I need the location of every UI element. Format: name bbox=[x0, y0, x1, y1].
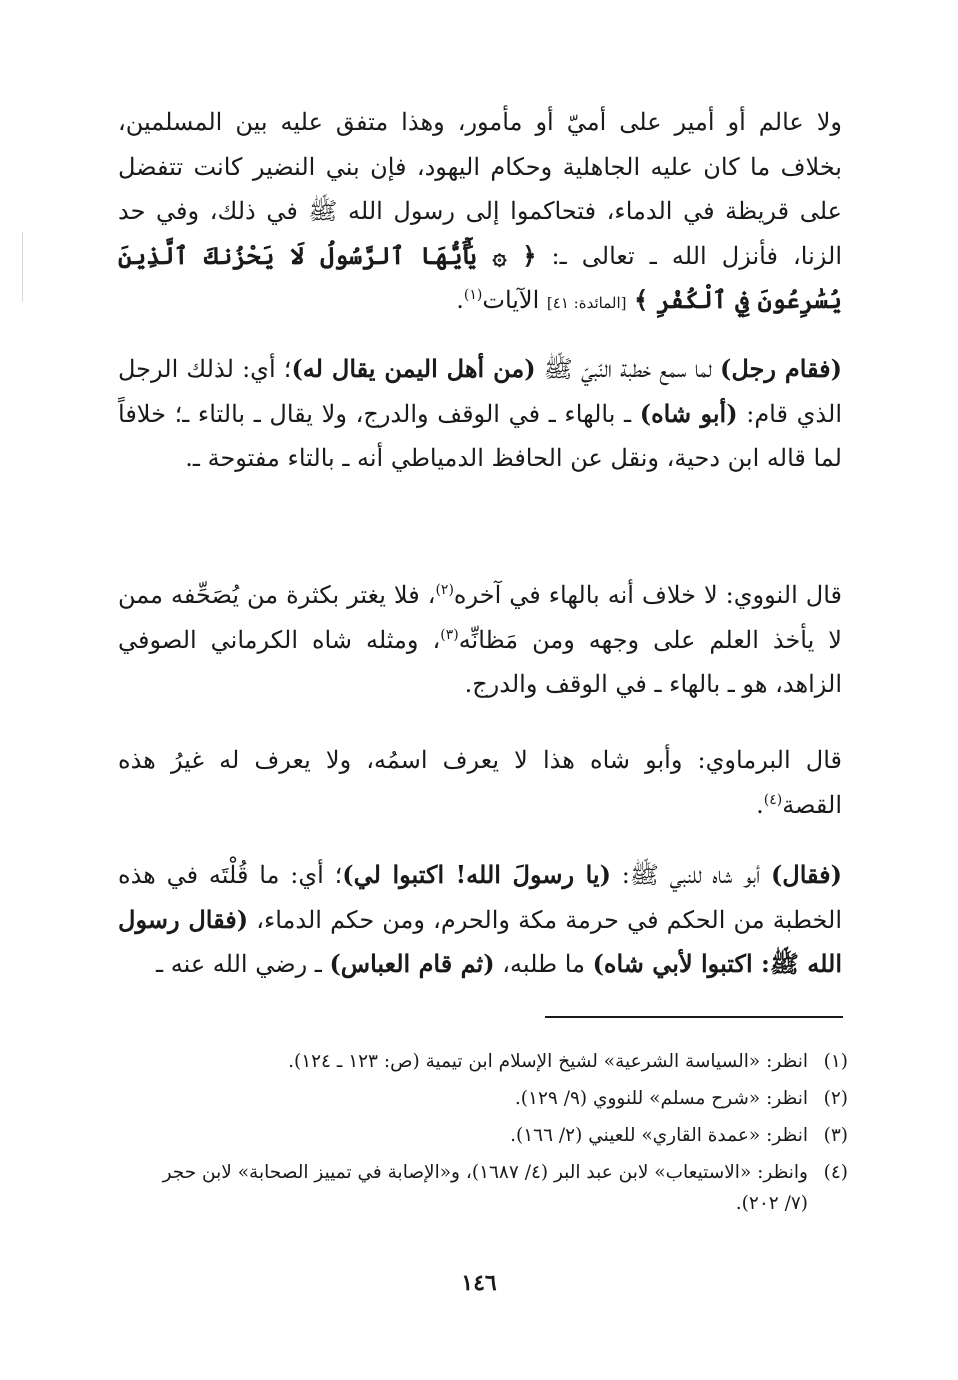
commentary-text-5: ؛ أي: ما قُلْتَه في هذه الخطبة من الحكم في حرمة مكة والحرم، ومن حكم الدماء، bbox=[118, 861, 842, 934]
footnotes-section bbox=[160, 1046, 848, 1225]
footnote-text: انظر: «عمدة القاري» للعيني (٢/ ١٦٦). bbox=[510, 1125, 808, 1146]
commentary-text-4: أبو شاه للنبي ﷺ: bbox=[610, 861, 771, 889]
paragraph-1 bbox=[118, 100, 842, 326]
footnote-3 bbox=[160, 1120, 848, 1151]
commentary-text-6: ما طلبه، bbox=[494, 950, 593, 978]
commentary-text-2: ؛ أي: لذلك الرجل الذي قام: bbox=[118, 355, 842, 428]
matn-phrase-4: (فقال) bbox=[770, 860, 843, 889]
matn-phrase-6: (فقال رسول الله ﷺ: اكتبوا لأبي شاه) bbox=[118, 904, 842, 978]
footnote-text: انظر: «السياسة الشرعية» لشيخ الإسلام ابن تيمية (ص: ١٢٣ ـ ١٢٤). bbox=[288, 1051, 808, 1072]
matn-phrase-7: (ثم قام العباس) bbox=[329, 949, 495, 978]
footnote-1 bbox=[160, 1046, 848, 1077]
paragraph-4 bbox=[118, 738, 842, 827]
paragraph-1-text-b: الآيات bbox=[482, 286, 547, 314]
matn-phrase-1: (فقام رجل) bbox=[719, 354, 842, 383]
paragraph-3-text-2: ، فلا يغتر بكثرة من يُصَحِّفه ممن لا يأخذ العلم على وجهه ومن مَظانِّه bbox=[118, 581, 842, 654]
commentary-text-7: ـ رضي الله عنه ـ bbox=[156, 950, 330, 978]
paragraph-5 bbox=[118, 853, 842, 987]
page-number: ١٤٦ bbox=[461, 1270, 497, 1296]
paragraph-1-text-c: . bbox=[456, 286, 464, 314]
paragraph-2 bbox=[118, 347, 842, 481]
footnote-number: (٣) bbox=[823, 1125, 848, 1146]
matn-phrase-3: (أبو شاه) bbox=[639, 398, 738, 428]
footnote-mark-4[interactable]: (٤) bbox=[763, 791, 783, 808]
footnote-number: (١) bbox=[823, 1051, 848, 1072]
footnote-2 bbox=[160, 1083, 848, 1114]
paragraph-3-text-3: ، ومثله شاه الكرماني الصوفي الزاهد، هو ـ بالهاء ـ في الوقف والدرج. bbox=[118, 625, 842, 698]
footnote-text: وانظر: «الاستيعاب» لابن عبد البر (٤/ ١٦٨٧)، و«الإصابة في تمييز الصحابة» لابن حجر (٧/ ٢٠٢). bbox=[162, 1162, 808, 1214]
footnote-mark-1[interactable]: (١) bbox=[463, 287, 483, 303]
commentary-text-3: ـ بالهاء ـ في الوقف والدرج، ولا يقال ـ بالتاء ـ؛ خلافاً لما قاله ابن دحية، ونقل عن الحافظ الدمياطي أنه ـ بالتاء مفتوحة ـ. bbox=[118, 399, 842, 472]
paragraph-3 bbox=[118, 573, 842, 707]
matn-phrase-2: (من أهل اليمن يقال له) bbox=[291, 354, 536, 383]
matn-phrase-5: (يا رسولَ الله! اكتبوا لي) bbox=[342, 860, 611, 889]
paragraph-1-text-a: ولا عالم أو أمير على أميّ أو مأمور، وهذا متفق عليه بين المسلمين، بخلاف ما كان عليه الجاهلية وحكام اليهود، فإن بني النضير كانت تتفضل على قريظة في الدماء، فتحاكموا إلى رسول الله ﷺ في ذلك، وفي حد الزنا، فأنزل الله ـ تعالى ـ: bbox=[118, 108, 842, 270]
quran-verse: ﴿ ۞ يَٰٓأَيُّهَا ٱلرَّسُولُ لَا يَحْزُنكَ ٱلَّذِينَ يُسَٰرِعُونَ فِي ٱلْكُفْرِ ﴾ bbox=[118, 240, 842, 314]
footnote-4 bbox=[160, 1157, 848, 1219]
footnote-number: (٤) bbox=[823, 1162, 848, 1183]
commentary-text-1: لما سمع خطبة النّبيّ ﷺ bbox=[535, 355, 720, 383]
footnote-mark-3[interactable]: (٣) bbox=[440, 626, 459, 643]
footnote-mark-2[interactable]: (٢) bbox=[435, 582, 454, 598]
scan-edge-mark bbox=[22, 232, 23, 302]
paragraph-4-text-2: . bbox=[756, 790, 764, 819]
footnote-text: انظر: «شرح مسلم» للنووي (٩/ ١٢٩). bbox=[514, 1088, 808, 1109]
footnote-separator bbox=[545, 1016, 843, 1018]
quran-reference: [المائدة: ٤١] bbox=[546, 294, 627, 312]
paragraph-3-text-1: قال النووي: لا خلاف أنه بالهاء في آخره bbox=[453, 581, 842, 609]
footnote-number: (٢) bbox=[823, 1088, 848, 1109]
paragraph-4-text-1: قال البرماوي: وأبو شاه هذا لا يعرف اسمُه، ولا يعرف له غيرُ هذه القصة bbox=[118, 746, 842, 819]
